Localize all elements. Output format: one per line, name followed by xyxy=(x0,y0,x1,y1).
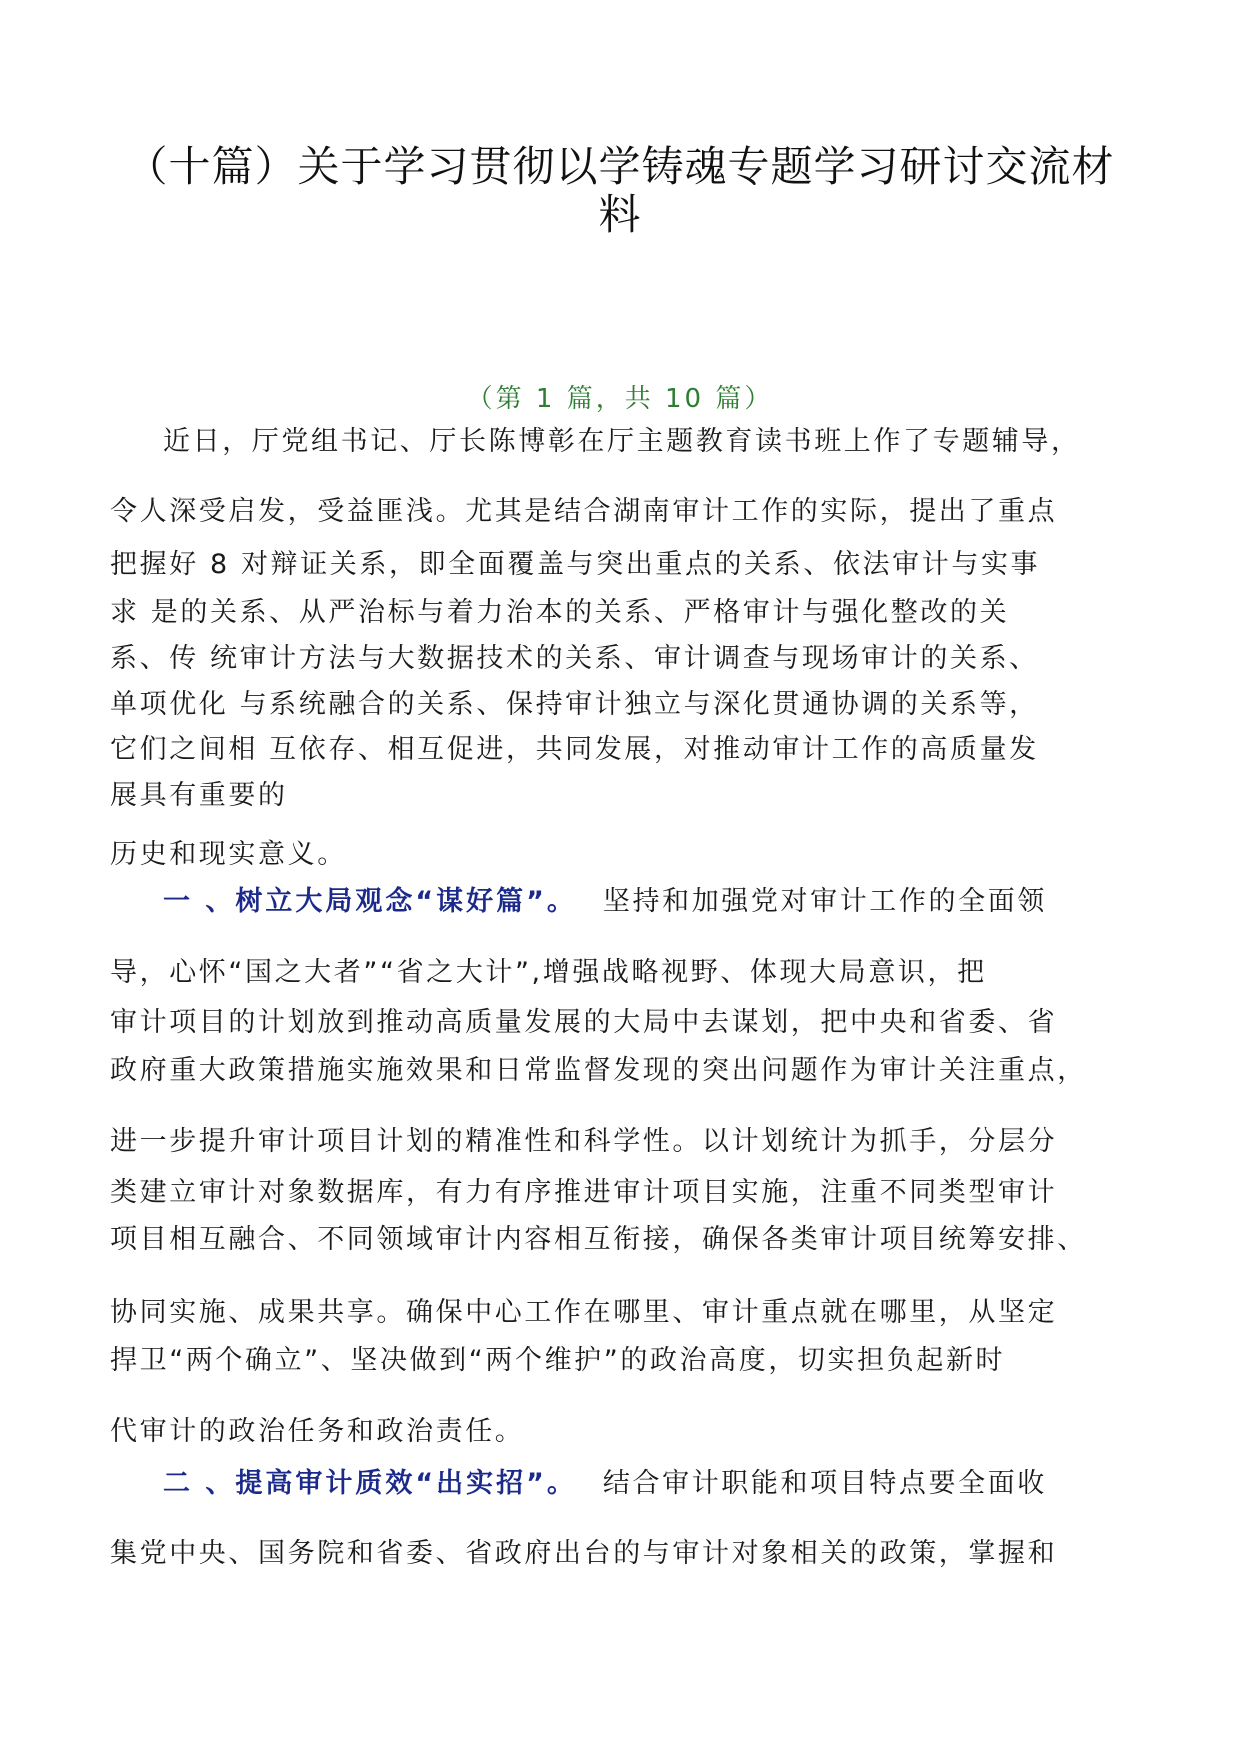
section-1-heading: 一 、树立大局观念“谋好篇”。 xyxy=(163,886,577,917)
paragraph-line: 导，心怀“国之大者”“省之大计”,增强战略视野、体现大局意识，把 xyxy=(110,957,987,988)
section-1-first-text: 坚持和加强党对审计工作的全面领 xyxy=(602,886,1047,917)
paragraph-line: 把握好 8 对辩证关系，即全面覆盖与突出重点的关系、依法审计与实事 xyxy=(110,549,1041,580)
paragraph-line: 展具有重要的 xyxy=(110,780,288,811)
paragraph-line: 政府重大政策措施实施效果和日常监督发现的突出问题作为审计关注重点， xyxy=(110,1055,1087,1086)
paragraph-line: 项目相互融合、不同领域审计内容相互衔接，确保各类审计项目统筹安排、 xyxy=(110,1224,1087,1255)
document-title-line-1: （十篇）关于学习贯彻以学铸魂专题学习研讨交流材 xyxy=(125,142,1115,191)
paragraph-line: 系、传 统审计方法与大数据技术的关系、审计调查与现场审计的关系、 xyxy=(110,643,1039,674)
paragraph-line: 集党中央、国务院和省委、省政府出台的与审计对象相关的政策，掌握和 xyxy=(110,1538,1058,1569)
section-1-first-line xyxy=(163,884,1047,920)
paragraph-line: 单项优化 与系统融合的关系、保持审计独立与深化贯通协调的关系等， xyxy=(110,689,1039,720)
paragraph-line: 令人深受启发，受益匪浅。尤其是结合湖南审计工作的实际，提出了重点 xyxy=(110,496,1058,527)
paragraph-line: 进一步提升审计项目计划的精准性和科学性。以计划统计为抓手，分层分 xyxy=(110,1126,1058,1157)
paragraph-line: 审计项目的计划放到推动高质量发展的大局中去谋划，把中央和省委、省 xyxy=(110,1007,1058,1038)
paragraph-line: 求 是的关系、从严治标与着力治本的关系、严格审计与强化整改的关 xyxy=(110,597,1010,628)
paragraph-line: 它们之间相 互依存、相互促进，共同发展，对推动审计工作的高质量发 xyxy=(110,734,1039,765)
part-label: （第 1 篇，共 10 篇） xyxy=(466,384,774,414)
paragraph-line: 代审计的政治任务和政治责任。 xyxy=(110,1416,525,1447)
paragraph-line: 历史和现实意义。 xyxy=(110,839,347,870)
section-2-first-line xyxy=(163,1466,1047,1502)
document-title-line-2: 料 xyxy=(598,190,642,239)
paragraph-line: 类建立审计对象数据库，有力有序推进审计项目实施，注重不同类型审计 xyxy=(110,1177,1058,1208)
paragraph-line: 协同实施、成果共享。确保中心工作在哪里、审计重点就在哪里，从坚定 xyxy=(110,1297,1058,1328)
paragraph-line: 捍卫“两个确立”、坚决做到“两个维护”的政治高度，切实担负起新时 xyxy=(110,1345,1006,1376)
section-2-heading: 二 、提高审计质效“出实招”。 xyxy=(163,1468,577,1499)
section-2-first-text: 结合审计职能和项目特点要全面收 xyxy=(602,1468,1047,1499)
paragraph-line: 近日，厅党组书记、厅长陈博彰在厅主题教育读书班上作了专题辅导， xyxy=(163,426,1081,457)
